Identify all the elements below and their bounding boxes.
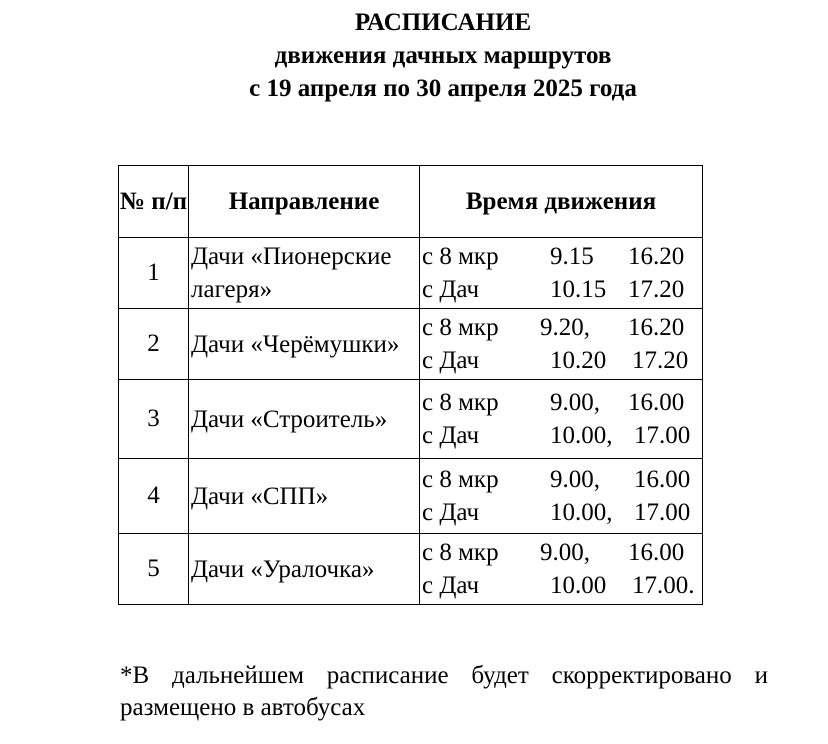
- departure-time-morning: 10.00,: [550, 499, 613, 526]
- header-time: Время движения: [420, 166, 703, 238]
- departure-point: с 8 мкр: [422, 389, 499, 416]
- departure-time-afternoon: 16.00: [634, 466, 691, 493]
- departure-point: с Дач: [422, 276, 480, 303]
- departure-time-afternoon: 16.20: [628, 243, 685, 270]
- time-line: [420, 496, 702, 529]
- document-title: [0, 6, 828, 105]
- departure-point: с 8 мкр: [422, 539, 499, 566]
- row-times: [420, 380, 703, 459]
- table-row: [119, 534, 703, 605]
- row-number: 1: [119, 238, 189, 309]
- departure-time-morning: 10.00: [550, 572, 607, 599]
- time-line: [420, 273, 702, 306]
- header-number: № п/п: [119, 166, 189, 238]
- row-number: 5: [119, 534, 189, 605]
- departure-time-afternoon: 16.20: [628, 314, 685, 341]
- departure-time-morning: 10.00,: [550, 422, 613, 449]
- row-direction: Дачи «Строитель»: [189, 380, 420, 459]
- row-number: 2: [119, 309, 189, 380]
- table-row: [119, 380, 703, 459]
- departure-time-morning: 10.20: [550, 347, 607, 374]
- row-times: [420, 459, 703, 534]
- departure-point: с Дач: [422, 499, 480, 526]
- departure-time-morning: 9.15: [550, 243, 594, 270]
- title-line-2: движения дачных маршрутов: [274, 42, 612, 69]
- time-line: [420, 569, 702, 602]
- departure-time-afternoon: 16.00: [628, 389, 685, 416]
- time-line: [420, 536, 702, 569]
- time-line: [420, 311, 702, 344]
- departure-time-afternoon: 17.00: [634, 422, 691, 449]
- title-line-3: с 19 апреля по 30 апреля 2025 года: [249, 75, 637, 102]
- departure-point: с Дач: [422, 347, 480, 374]
- footnote: *В дальнейшем расписание будет скорректировано и размещено в автобусах: [120, 662, 768, 721]
- departure-point: с 8 мкр: [422, 314, 499, 341]
- row-times: [420, 309, 703, 380]
- departure-time-morning: 9.00,: [550, 466, 600, 493]
- title-line-1: РАСПИСАНИЕ: [354, 9, 532, 36]
- departure-time-afternoon: 17.00.: [632, 572, 695, 599]
- row-number: 4: [119, 459, 189, 534]
- departure-time-morning: 10.15: [550, 276, 607, 303]
- departure-point: с 8 мкр: [422, 243, 499, 270]
- time-line: [420, 463, 702, 496]
- table-row: [119, 309, 703, 380]
- time-line: [420, 386, 702, 419]
- table-row: [119, 459, 703, 534]
- departure-time-afternoon: 17.00: [634, 499, 691, 526]
- row-times: [420, 238, 703, 309]
- row-direction: Дачи «Уралочка»: [189, 534, 420, 605]
- row-direction: Дачи «СПП»: [189, 459, 420, 534]
- table-header-row: [119, 166, 703, 238]
- row-number: 3: [119, 380, 189, 459]
- table-row: [119, 238, 703, 309]
- departure-point: с 8 мкр: [422, 466, 499, 493]
- departure-time-afternoon: 17.20: [628, 276, 685, 303]
- row-direction: Дачи «Пионерские лагеря»: [189, 238, 420, 309]
- departure-time-afternoon: 16.00: [628, 539, 685, 566]
- header-direction: Направление: [189, 166, 420, 238]
- departure-time-morning: 9.00,: [550, 389, 600, 416]
- schedule-table: [118, 165, 703, 605]
- departure-time-morning: 9.00,: [540, 539, 590, 566]
- departure-time-morning: 9.20,: [540, 314, 590, 341]
- time-line: [420, 419, 702, 452]
- time-line: [420, 344, 702, 377]
- departure-point: с Дач: [422, 422, 480, 449]
- departure-point: с Дач: [422, 572, 480, 599]
- time-line: [420, 240, 702, 273]
- departure-time-afternoon: 17.20: [632, 347, 689, 374]
- row-direction: Дачи «Черёмушки»: [189, 309, 420, 380]
- row-times: [420, 534, 703, 605]
